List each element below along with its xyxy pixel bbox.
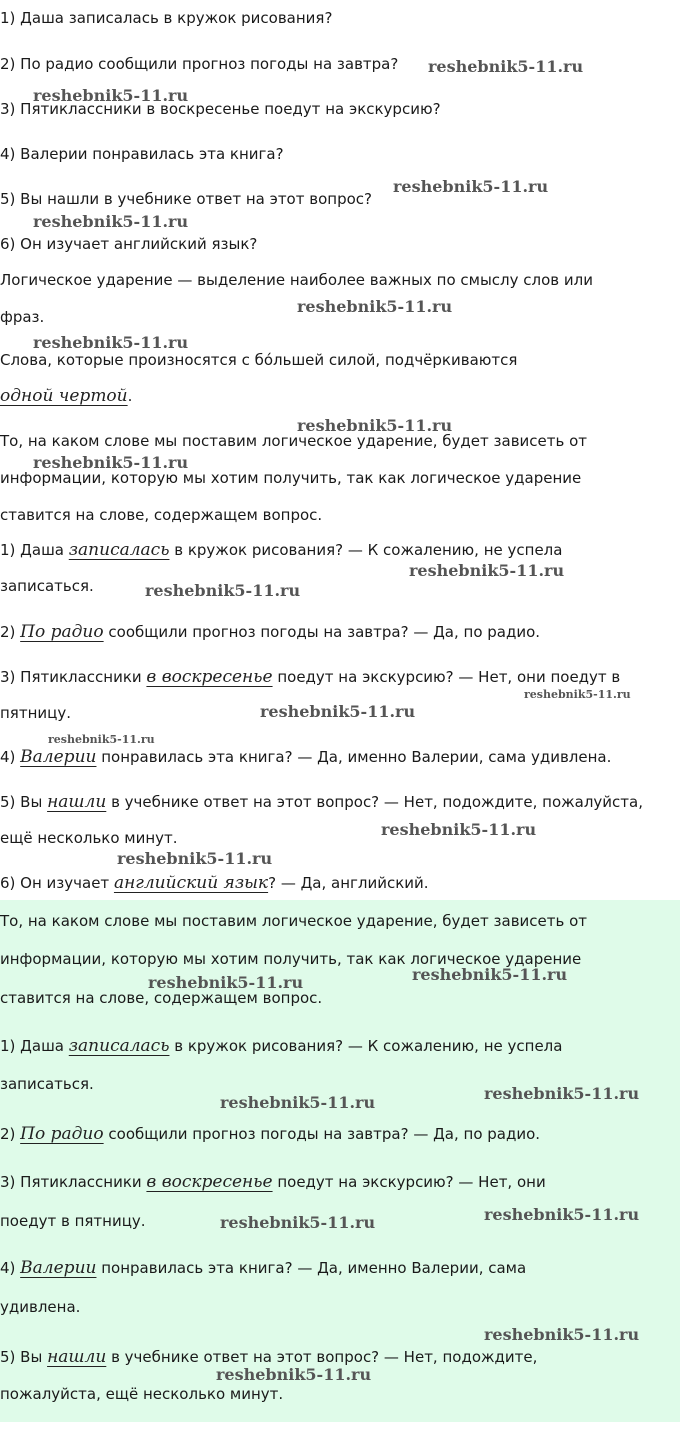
panel-answer-5-cont: пожалуйста, ещё несколько минут. <box>0 1385 284 1403</box>
question-4: 4) Валерии понравилась эта книга? <box>0 145 284 163</box>
panel-explanation-line-2: информации, которую мы хотим получить, так как логическое ударение <box>0 950 582 968</box>
explanation-line-3: ставится на слове, содержащем вопрос. <box>0 506 323 524</box>
stressed-word: в воскресенье <box>146 667 273 687</box>
watermark: reshebnik5-11.ru <box>428 57 584 76</box>
watermark: reshebnik5-11.ru <box>297 416 453 435</box>
panel-answer-4-cont: удивлена. <box>0 1298 81 1316</box>
question-3: 3) Пятиклассники в воскресенье поедут на экскурсию? <box>0 100 441 118</box>
answer-6: 6) Он изучает английский язык? — Да, английский. <box>0 873 429 893</box>
watermark: reshebnik5-11.ru <box>484 1205 640 1224</box>
answer-5-cont: ещё несколько минут. <box>0 829 178 847</box>
watermark: reshebnik5-11.ru <box>216 1365 372 1384</box>
stressed-word: Валерии <box>20 1258 97 1278</box>
answer-1: 1) Даша записалась в кружок рисования? — К сожалению, не успела <box>0 540 563 560</box>
panel-answer-3-cont: поедут в пятницу. <box>0 1212 146 1230</box>
rule-line-1: Слова, которые произносятся с бóльшей силой, подчёркиваются <box>0 351 518 369</box>
answer-3-cont: пятницу. <box>0 704 71 722</box>
panel-answer-4: 4) Валерии понравилась эта книга? — Да, именно Валерии, сама <box>0 1258 527 1278</box>
definition-line-2: фраз. <box>0 308 45 326</box>
watermark: reshebnik5-11.ru <box>220 1093 376 1112</box>
watermark: reshebnik5-11.ru <box>220 1213 376 1232</box>
stressed-word: записалась <box>68 1036 170 1056</box>
answer-1-cont: записаться. <box>0 577 94 595</box>
panel-explanation-line-1: То, на каком слове мы поставим логическое ударение, будет зависеть от <box>0 912 588 930</box>
watermark: reshebnik5-11.ru <box>409 561 565 580</box>
stressed-word: По радио <box>20 1124 104 1144</box>
watermark: reshebnik5-11.ru <box>484 1084 640 1103</box>
watermark: reshebnik5-11.ru <box>484 1325 640 1344</box>
watermark: reshebnik5-11.ru <box>117 849 273 868</box>
question-5: 5) Вы нашли в учебнике ответ на этот вопрос? <box>0 190 372 208</box>
watermark: reshebnik5-11.ru <box>33 212 189 231</box>
stressed-word: в воскресенье <box>146 1172 273 1192</box>
watermark: reshebnik5-11.ru <box>393 177 549 196</box>
answer-4: 4) Валерии понравилась эта книга? — Да, именно Валерии, сама удивлена. <box>0 747 612 767</box>
stressed-word: нашли <box>47 792 107 812</box>
panel-answer-1: 1) Даша записалась в кружок рисования? — К сожалению, не успела <box>0 1036 563 1056</box>
question-2: 2) По радио сообщили прогноз погоды на завтра? <box>0 55 399 73</box>
stressed-word: нашли <box>47 1347 107 1367</box>
answer-5: 5) Вы нашли в учебнике ответ на этот вопрос? — Нет, подождите, пожалуйста, <box>0 792 643 812</box>
underlined-example: одной чертой <box>0 386 128 406</box>
stressed-word: Валерии <box>20 747 97 767</box>
stressed-word: записалась <box>68 540 170 560</box>
answer-3: 3) Пятиклассники в воскресенье поедут на экскурсию? — Нет, они поедут в <box>0 667 621 687</box>
stressed-word: По радио <box>20 622 104 642</box>
rule-line-2 <box>0 386 132 406</box>
question-1: 1) Даша записалась в кружок рисования? <box>0 9 333 27</box>
watermark: reshebnik5-11.ru <box>524 688 631 701</box>
rule-end: . <box>127 387 133 405</box>
panel-explanation-line-3: ставится на слове, содержащем вопрос. <box>0 989 323 1007</box>
watermark: reshebnik5-11.ru <box>145 581 301 600</box>
watermark: reshebnik5-11.ru <box>33 86 189 105</box>
question-6: 6) Он изучает английский язык? <box>0 235 258 253</box>
panel-answer-5: 5) Вы нашли в учебнике ответ на этот вопрос? — Нет, подождите, <box>0 1347 538 1367</box>
stressed-word: английский язык <box>113 873 269 893</box>
watermark: reshebnik5-11.ru <box>297 297 453 316</box>
definition-line-1: Логическое ударение — выделение наиболее важных по смыслу слов или <box>0 271 593 289</box>
panel-answer-2: 2) По радио сообщили прогноз погоды на завтра? — Да, по радио. <box>0 1124 541 1144</box>
watermark: reshebnik5-11.ru <box>381 820 537 839</box>
explanation-line-2: информации, которую мы хотим получить, так как логическое ударение <box>0 469 582 487</box>
watermark: reshebnik5-11.ru <box>260 702 416 721</box>
answer-2: 2) По радио сообщили прогноз погоды на завтра? — Да, по радио. <box>0 622 541 642</box>
panel-answer-3: 3) Пятиклассники в воскресенье поедут на экскурсию? — Нет, они <box>0 1172 546 1192</box>
watermark: reshebnik5-11.ru <box>48 733 155 746</box>
watermark: reshebnik5-11.ru <box>33 453 189 472</box>
watermark: reshebnik5-11.ru <box>148 973 304 992</box>
watermark: reshebnik5-11.ru <box>33 333 189 352</box>
explanation-line-1: То, на каком слове мы поставим логическое ударение, будет зависеть от <box>0 432 588 450</box>
panel-answer-1-cont: записаться. <box>0 1075 94 1093</box>
watermark: reshebnik5-11.ru <box>412 965 568 984</box>
